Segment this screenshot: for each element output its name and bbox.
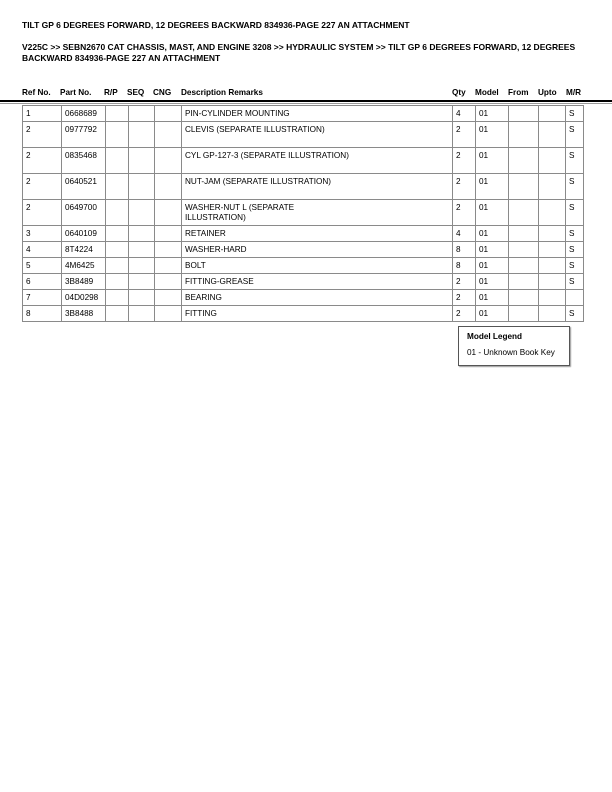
- cell-model: 01: [476, 148, 509, 174]
- cell-qty: 2: [453, 306, 476, 322]
- cell-ref-no: 2: [23, 148, 62, 174]
- cell-cng: [155, 226, 182, 242]
- cell-seq: [129, 226, 155, 242]
- page-title: TILT GP 6 DEGREES FORWARD, 12 DEGREES BACKWARD 834936-PAGE 227 AN ATTACHMENT: [22, 20, 410, 30]
- cell-r-p: [106, 106, 129, 122]
- cell-part-no: 0668689: [62, 106, 106, 122]
- cell-model: 01: [476, 306, 509, 322]
- cell-model: 01: [476, 200, 509, 226]
- column-header: R/P: [104, 88, 118, 97]
- cell-description-remarks: NUT-JAM (SEPARATE ILLUSTRATION): [182, 174, 453, 200]
- legend-entry: 01 - Unknown Book Key: [467, 348, 555, 357]
- cell-from: [509, 242, 539, 258]
- cell-upto: [539, 290, 566, 306]
- cell-cng: [155, 122, 182, 148]
- cell-model: 01: [476, 226, 509, 242]
- column-header: Qty: [452, 88, 466, 97]
- cell-description-remarks: FITTING: [182, 306, 453, 322]
- cell-m-r: S: [566, 174, 584, 200]
- cell-cng: [155, 274, 182, 290]
- cell-part-no: 0640109: [62, 226, 106, 242]
- cell-description-remarks: BEARING: [182, 290, 453, 306]
- column-header: M/R: [566, 88, 582, 97]
- cell-model: 01: [476, 122, 509, 148]
- column-header: From: [508, 88, 529, 97]
- cell-m-r: S: [566, 242, 584, 258]
- cell-ref-no: 4: [23, 242, 62, 258]
- column-header: Ref No.: [22, 88, 51, 97]
- cell-ref-no: 2: [23, 174, 62, 200]
- model-legend: [458, 326, 570, 366]
- cell-m-r: S: [566, 122, 584, 148]
- table-row: [23, 122, 584, 148]
- cell-cng: [155, 290, 182, 306]
- column-header: CNG: [153, 88, 172, 97]
- cell-part-no: 3B8488: [62, 306, 106, 322]
- cell-description-remarks: BOLT: [182, 258, 453, 274]
- cell-r-p: [106, 226, 129, 242]
- cell-part-no: 04D0298: [62, 290, 106, 306]
- cell-model: 01: [476, 174, 509, 200]
- cell-ref-no: 2: [23, 122, 62, 148]
- cell-ref-no: 1: [23, 106, 62, 122]
- cell-qty: 8: [453, 258, 476, 274]
- cell-cng: [155, 242, 182, 258]
- cell-from: [509, 200, 539, 226]
- cell-qty: 4: [453, 106, 476, 122]
- cell-upto: [539, 306, 566, 322]
- table-row: [23, 274, 584, 290]
- cell-upto: [539, 148, 566, 174]
- cell-part-no: 0649700: [62, 200, 106, 226]
- cell-qty: 2: [453, 122, 476, 148]
- cell-model: 01: [476, 290, 509, 306]
- cell-from: [509, 122, 539, 148]
- cell-seq: [129, 122, 155, 148]
- cell-seq: [129, 200, 155, 226]
- cell-from: [509, 306, 539, 322]
- cell-description-remarks: CYL GP-127-3 (SEPARATE ILLUSTRATION): [182, 148, 453, 174]
- cell-m-r: S: [566, 258, 584, 274]
- cell-m-r: S: [566, 148, 584, 174]
- cell-ref-no: 8: [23, 306, 62, 322]
- cell-m-r: [566, 290, 584, 306]
- cell-r-p: [106, 306, 129, 322]
- cell-cng: [155, 200, 182, 226]
- cell-seq: [129, 258, 155, 274]
- column-header: Model: [475, 88, 499, 97]
- column-header: Part No.: [60, 88, 92, 97]
- cell-upto: [539, 174, 566, 200]
- cell-r-p: [106, 290, 129, 306]
- cell-cng: [155, 174, 182, 200]
- cell-description-remarks: CLEVIS (SEPARATE ILLUSTRATION): [182, 122, 453, 148]
- cell-ref-no: 2: [23, 200, 62, 226]
- table-row: [23, 200, 584, 226]
- cell-model: 01: [476, 242, 509, 258]
- table-row: [23, 148, 584, 174]
- cell-part-no: 0835468: [62, 148, 106, 174]
- header-divider-thin: [0, 103, 612, 104]
- cell-r-p: [106, 174, 129, 200]
- column-header: Upto: [538, 88, 557, 97]
- table-row: [23, 306, 584, 322]
- cell-qty: 2: [453, 200, 476, 226]
- cell-m-r: S: [566, 274, 584, 290]
- cell-model: 01: [476, 106, 509, 122]
- legend-heading: Model Legend: [467, 332, 523, 341]
- cell-description-remarks: RETAINER: [182, 226, 453, 242]
- cell-r-p: [106, 274, 129, 290]
- cell-qty: 2: [453, 274, 476, 290]
- table-row: [23, 242, 584, 258]
- cell-qty: 2: [453, 148, 476, 174]
- table-row: [23, 258, 584, 274]
- cell-upto: [539, 122, 566, 148]
- cell-upto: [539, 226, 566, 242]
- table-row: [23, 174, 584, 200]
- cell-qty: 2: [453, 174, 476, 200]
- cell-cng: [155, 258, 182, 274]
- cell-r-p: [106, 200, 129, 226]
- cell-ref-no: 3: [23, 226, 62, 242]
- table-row: [23, 226, 584, 242]
- cell-part-no: 0640521: [62, 174, 106, 200]
- cell-r-p: [106, 122, 129, 148]
- cell-qty: 2: [453, 290, 476, 306]
- cell-seq: [129, 148, 155, 174]
- cell-model: 01: [476, 274, 509, 290]
- column-header: SEQ: [127, 88, 145, 97]
- cell-from: [509, 106, 539, 122]
- cell-seq: [129, 290, 155, 306]
- column-header: Description Remarks: [181, 88, 263, 97]
- cell-r-p: [106, 148, 129, 174]
- cell-upto: [539, 242, 566, 258]
- table-row: [23, 106, 584, 122]
- cell-part-no: 4M6425: [62, 258, 106, 274]
- cell-description-remarks: WASHER-HARD: [182, 242, 453, 258]
- cell-part-no: 0977792: [62, 122, 106, 148]
- cell-upto: [539, 200, 566, 226]
- cell-upto: [539, 274, 566, 290]
- cell-seq: [129, 106, 155, 122]
- cell-from: [509, 274, 539, 290]
- cell-model: 01: [476, 258, 509, 274]
- cell-seq: [129, 242, 155, 258]
- cell-r-p: [106, 242, 129, 258]
- cell-ref-no: 5: [23, 258, 62, 274]
- cell-upto: [539, 106, 566, 122]
- cell-cng: [155, 148, 182, 174]
- cell-seq: [129, 274, 155, 290]
- cell-qty: 8: [453, 242, 476, 258]
- cell-upto: [539, 258, 566, 274]
- cell-from: [509, 290, 539, 306]
- cell-ref-no: 7: [23, 290, 62, 306]
- parts-table: [22, 105, 584, 322]
- cell-m-r: S: [566, 200, 584, 226]
- cell-description-remarks: FITTING-GREASE: [182, 274, 453, 290]
- cell-ref-no: 6: [23, 274, 62, 290]
- cell-from: [509, 148, 539, 174]
- cell-part-no: 3B8489: [62, 274, 106, 290]
- cell-from: [509, 258, 539, 274]
- cell-m-r: S: [566, 306, 584, 322]
- cell-qty: 4: [453, 226, 476, 242]
- cell-from: [509, 226, 539, 242]
- cell-from: [509, 174, 539, 200]
- cell-r-p: [106, 258, 129, 274]
- cell-cng: [155, 306, 182, 322]
- cell-seq: [129, 174, 155, 200]
- cell-seq: [129, 306, 155, 322]
- cell-part-no: 8T4224: [62, 242, 106, 258]
- table-row: [23, 290, 584, 306]
- breadcrumb: V225C >> SEBN2670 CAT CHASSIS, MAST, AND ENGINE 3208 >> HYDRAULIC SYSTEM >> TILT GP 6 DEGREES FORWARD, 12 DEGREES BACKWARD 834936-PAGE 227 AN ATTACHMENT: [22, 42, 576, 63]
- cell-m-r: S: [566, 106, 584, 122]
- cell-description-remarks: WASHER-NUT L (SEPARATE ILLUSTRATION): [182, 200, 453, 226]
- cell-cng: [155, 106, 182, 122]
- cell-m-r: S: [566, 226, 584, 242]
- header-divider: [0, 100, 612, 102]
- cell-description-remarks: PIN-CYLINDER MOUNTING: [182, 106, 453, 122]
